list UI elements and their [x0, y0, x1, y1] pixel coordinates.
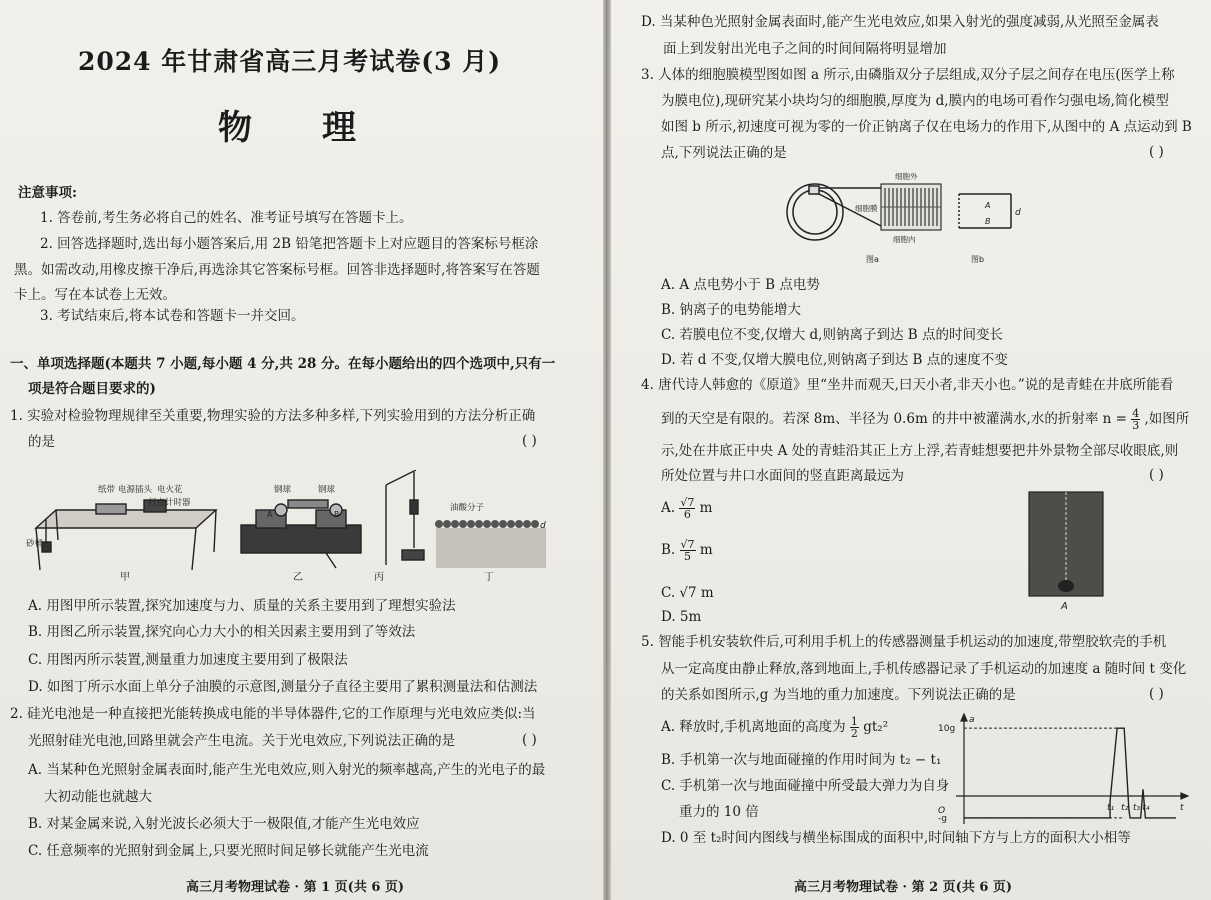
y-axis-label: a [969, 715, 975, 725]
label-membrane: 细胞膜 [855, 204, 878, 213]
label-A: A [985, 201, 991, 210]
q5-stem-cont: 的关系如图所示,g 为当地的重力加速度。下列说法正确的是 [661, 687, 1016, 703]
q5-stem: 5. 智能手机安装软件后,可利用手机上的传感器测量手机运动的加速度,带塑胶软壳的手机 [641, 634, 1167, 650]
page-footer: 高三月考物理试卷 · 第 2 页(共 6 页) [794, 880, 1013, 895]
y-tick-label: -g [938, 813, 947, 824]
q2-option-a: A. 当某种色光照射金属表面时,能产生光电效应,则入射光的频率越高,产生的光电子的最 [28, 762, 546, 778]
q2-option-c: C. 任意频率的光照射到金属上,只要光照时间足够长就能产生光电流 [28, 843, 429, 859]
notice-line: 3. 考试结束后,将本试卷和答题卡一并交回。 [40, 308, 305, 324]
q1-stem-cont: 的是 [28, 434, 55, 450]
label-B: B [985, 217, 991, 226]
label-bing: 丙 [374, 572, 384, 583]
x-axis-label: t [1180, 803, 1184, 813]
q1-option-c: C. 用图丙所示装置,测量重力加速度主要用到了极限法 [28, 652, 348, 668]
label-jia: 甲 [120, 572, 130, 583]
q5-option-a: A. 释放时,手机离地面的高度为 $\frac{1}{2}$ gt₂² [661, 715, 889, 740]
q3-answer-paren: ( ) [1149, 144, 1164, 160]
q3-stem-cont: 为膜电位),现研究某小块均匀的细胞膜,厚度为 d,膜内的电场可看作匀强电场,简化模型 [661, 93, 1169, 109]
exam-title: 2024 年甘肃省高三月考试卷(3 月) [78, 47, 502, 76]
label-yi: 乙 [293, 572, 303, 583]
q4-option-d: D. 5m [661, 609, 702, 625]
figure-yi-apparatus [241, 500, 361, 568]
q2-option-b: B. 对某金属来说,入射光波长必须大于一极限值,才能产生光电效应 [28, 816, 420, 832]
q2-option-d-cont: 面上到发射出光电子之间的时间间隔将明显增加 [663, 41, 947, 57]
q3-stem-cont: 点,下列说法正确的是 [661, 145, 787, 161]
well-label-A: A [1061, 601, 1068, 612]
acceleration-chart [936, 712, 1191, 830]
notice-line: 1. 答卷前,考生务必将自己的姓名、准考证号填写在答题卡上。 [40, 210, 413, 226]
right-page [611, 0, 1211, 900]
q5-option-d: D. 0 至 t₂时间内图线与横坐标围成的面积中,时间轴下方与上方的面积大小相等 [661, 830, 1131, 846]
label-plug: 电源插头 [118, 485, 153, 495]
notice-line: 卡上。写在本试卷上无效。 [14, 287, 176, 303]
figure-jia-apparatus [36, 500, 216, 570]
q4-stem-pre: 到的天空是有限的。若深 8m、半径为 0.6m 的井中被灌满水,水的折射率 n = [661, 411, 1127, 427]
q3-option-d: D. 若 d 不变,仅增大膜电位,则钠离子到达 B 点的速度不变 [661, 352, 1008, 368]
q4-stem-line2 [661, 408, 1189, 431]
q3-option-b: B. 钠离子的电势能增大 [661, 302, 802, 318]
q1-option-b: B. 用图乙所示装置,探究向心力大小的相关因素主要用到了等效法 [28, 624, 416, 640]
page-gutter [603, 0, 611, 900]
notice-heading: 注意事项: [18, 185, 77, 201]
notice-line: 2. 回答选择题时,选出每小题答案后,用 2B 铅笔把答题卡上对应题目的答案标号框涂 [40, 236, 539, 252]
q4-stem-post: ,如图所 [1144, 411, 1190, 427]
label-ball-2: 钢球 [318, 485, 336, 495]
q3-option-c: C. 若膜电位不变,仅增大 d,则钠离子到达 B 点的时间变长 [661, 327, 1003, 343]
label-B: B [334, 510, 340, 519]
y-tick-label: 10g [938, 724, 956, 735]
refractive-index-fraction: $\frac{4}{3}$ [1132, 407, 1140, 432]
q3-figure [781, 168, 1061, 268]
label-timer: 打点计时器 [148, 498, 191, 508]
q5-answer-paren: ( ) [1149, 686, 1164, 702]
chart-axes [956, 714, 1188, 824]
notice-line: 黑。如需改动,用橡皮擦干净后,再选涂其它答案标号框。回答非选择题时,将答案写在答题 [14, 262, 540, 278]
section-heading: 一、单项选择题(本题共 7 小题,每小题 4 分,共 28 分。在每小题给出的四个选项中,只有一 [10, 356, 556, 372]
label-oil: 油酸分子 [450, 503, 485, 513]
q4-option-a: A. $\frac{√7}{6}$ m [661, 496, 713, 521]
q4-stem-line4: 所处位置与井口水面间的竖直距离最远为 [661, 468, 904, 484]
q2-option-a-cont: 大初动能也就越大 [44, 789, 152, 805]
well-figure [1027, 490, 1107, 612]
label-d: d [1015, 208, 1021, 218]
figure-bing-apparatus [386, 470, 424, 565]
q1-option-a: A. 用图甲所示装置,探究加速度与力、质量的关系主要用到了理想实验法 [28, 598, 456, 614]
label-sandbucket: 砂桶 [26, 539, 44, 549]
section-heading-cont: 项是符合题目要求的) [28, 381, 156, 397]
membrane-detail [881, 184, 941, 230]
page-footer: 高三月考物理试卷 · 第 1 页(共 6 页) [186, 880, 405, 895]
label-paper-tape: 纸带 [98, 485, 116, 495]
x-tick-label: t₁ [1107, 803, 1115, 813]
label-inside: 细胞内 [893, 235, 916, 244]
q1-option-d: D. 如图丁所示水面上单分子油膜的示意图,测量分子直径主要用了累积测量法和估测法 [28, 679, 538, 695]
q5-stem-cont: 从一定高度由静止释放,落到地面上,手机传感器记录了手机运动的加速度 a 随时间 t 变化 [661, 661, 1187, 677]
q1-stem: 1. 实验对检验物理规律至关重要,物理实验的方法多种多样,下列实验用到的方法分析正确 [10, 408, 536, 424]
label-ding: 丁 [484, 572, 494, 583]
label-fig-b: 图b [971, 255, 985, 264]
subject-title: 物理 [218, 108, 426, 148]
q3-option-a: A. A 点电势小于 B 点电势 [661, 277, 820, 293]
q4-option-b: B. $\frac{√7}{5}$ m [661, 538, 713, 563]
label-fig-a: 图a [866, 255, 879, 264]
q5-option-b: B. 手机第一次与地面碰撞的作用时间为 t₂ − t₁ [661, 752, 942, 768]
label-outside: 细胞外 [895, 172, 918, 181]
q1-figure [26, 470, 566, 585]
q5-option-c-cont: 重力的 10 倍 [679, 804, 759, 820]
q2-option-d: D. 当某种色光照射金属表面时,能产生光电效应,如果入射光的强度减弱,从光照至金属表 [641, 14, 1159, 30]
label-d: d [540, 521, 546, 531]
q4-answer-paren: ( ) [1149, 467, 1164, 483]
x-tick-label: t₃ [1132, 803, 1141, 813]
left-page [0, 0, 603, 900]
label-A: A [267, 510, 273, 519]
figure-ding-oil-film [435, 520, 546, 568]
q1-answer-paren: ( ) [522, 433, 537, 449]
x-tick-label: t₂ [1121, 803, 1129, 813]
q4-option-c: C. √7 m [661, 585, 714, 601]
q2-stem-cont: 光照射硅光电池,回路里就会产生电流。关于光电效应,下列说法正确的是 [28, 733, 456, 749]
q2-answer-paren: ( ) [522, 732, 537, 748]
label-spark: 电火花 [157, 485, 183, 495]
q4-stem: 4. 唐代诗人韩愈的《原道》里“坐井而观天,曰天小者,非天小也。”说的是青蛙在井底所能看 [641, 377, 1174, 393]
q5-option-c: C. 手机第一次与地面碰撞中所受最大弹力为自身 [661, 778, 950, 794]
label-ball-1: 钢球 [274, 485, 292, 495]
y-tick-label: O [938, 805, 946, 816]
q3-stem: 3. 人体的细胞膜模型图如图 a 所示,由磷脂双分子层组成,双分子层之间存在电压(医学上称 [641, 67, 1175, 83]
q2-stem: 2. 硅光电池是一种直接把光能转换成电能的半导体器件,它的工作原理与光电效应类似:当 [10, 706, 536, 722]
x-tick-label: t₄ [1142, 803, 1150, 813]
q3-stem-cont: 如图 b 所示,初速度可视为零的一价正钠离子仅在电场力的作用下,从图中的 A 点运动到 B [661, 119, 1192, 135]
q4-stem-line3: 示,处在井底正中央 A 处的青蛙沿其正上方上浮,若青蛙想要把井外景物全部尽收眼底,则 [661, 443, 1179, 459]
